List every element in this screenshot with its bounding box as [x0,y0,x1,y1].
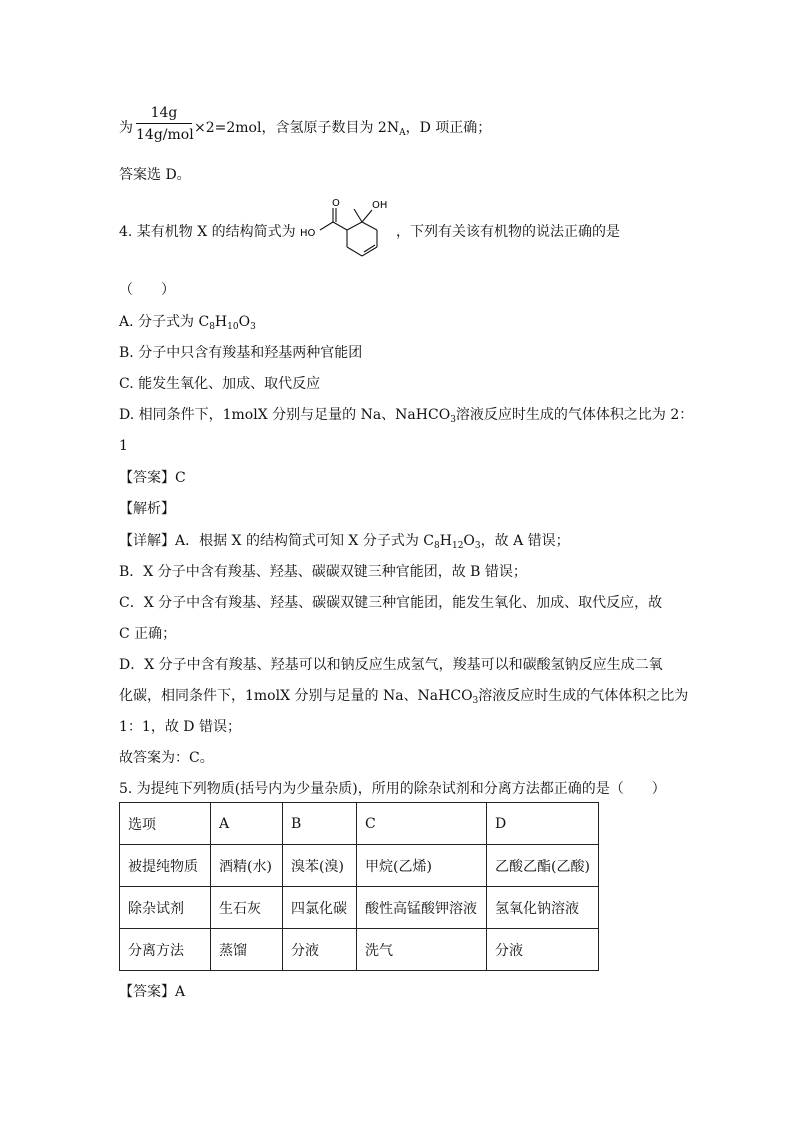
q4-option-b: B. 分子中只含有羧基和羟基两种官能团 [119,345,363,361]
table-cell: A [211,803,283,845]
atom-o: O [332,198,340,209]
carboxyl-oh-bond [320,222,333,230]
fraction [136,104,192,144]
table-cell: 洗气 [357,929,487,971]
table-cell: 酒精(水) [211,845,283,887]
table-cell: 分液 [283,929,357,971]
table-cell: 溴苯(溴) [283,845,357,887]
table-cell: 氢氧化钠溶液 [487,887,599,929]
table-cell: 分液 [487,929,599,971]
q4-option-c: C. 能发生氧化、加成、取代反应 [119,376,321,392]
table-cell: 四氯化碳 [283,887,357,929]
hydroxyl-bond [362,210,372,222]
table-cell: 生石灰 [211,887,283,929]
table-row [120,803,599,845]
carboxyl-bond [333,222,347,230]
table-cell: 乙酸乙酯(乙酸) [487,845,599,887]
atom-ho: HO [300,228,316,239]
table-cell: 除杂试剂 [120,887,211,929]
atom-oh: OH [372,200,388,211]
q4-final: 故答案为：C。 [119,750,214,766]
table-cell: 甲烷(乙烯) [357,845,487,887]
table-cell: B [283,803,357,845]
table-cell: 分离方法 [120,929,211,971]
q4-detail-c2: C 正确； [119,626,177,642]
ring-bond [362,222,377,230]
ring-bond [347,222,362,230]
q4-detail-d1: D．X 分子中含有羧基、羟基可以和钠反应生成氢气，羧基可以和碳酸氢钠反应生成二氧 [119,657,663,673]
q4-option-a: A. 分子式为 $C_8H_{10}O_3$ [119,314,256,332]
ring-bond [347,247,362,256]
q5-table [119,802,599,971]
q4-option-d-cont: 1 [119,438,128,454]
table-cell: 被提纯物质 [120,845,211,887]
q4-option-d: D. 相同条件下，1molX 分别与足量的 Na、NaHCO$_3$溶液反应时生成的气体体积之比为 2： [119,407,694,425]
q4-answer: 【答案】C [119,470,186,486]
q4-analysis-heading: 【解析】 [119,501,175,517]
fraction-numerator: 14g [150,105,178,121]
table-row [120,845,599,887]
table-row [120,929,599,971]
q4-detail-d3: 1：1，故 D 错误； [119,719,241,735]
structure-formula [296,196,406,264]
calc-line-prefix: 为 [119,120,133,136]
table-cell: D [487,803,599,845]
table-cell: 蒸馏 [211,929,283,971]
calc-line-suffix: ×2=2mol，含氢原子数目为 $2N_A$，D 项正确； [194,120,492,138]
q4-stem-b: ，下列有关该有机物的说法正确的是 [396,224,620,240]
methyl-bond [354,209,362,222]
table-row [120,887,599,929]
q4-detail-d2: 化碳，相同条件下，1molX 分别与足量的 Na、NaHCO$_3$溶液反应时生成的气体体积之比为 [119,688,689,706]
q4-detail-a: 【详解】A．根据 X 的结构简式可知 X 分子式为 $C_8H_{12}O_3$，故 A 错误； [119,533,570,551]
q4-detail-b: B．X 分子中含有羧基、羟基、碳碳双键三种官能团，故 B 错误； [119,564,527,580]
q5-answer: 【答案】A [119,984,186,1000]
fraction-denominator: 14g/mol [136,127,194,143]
q4-paren: （ ） [119,282,175,298]
fraction-bar [136,123,192,124]
q4-stem-a: 4. 某有机物 X 的结构简式为 [119,224,296,240]
table-cell: 酸性高锰酸钾溶液 [357,887,487,929]
q4-detail-c1: C．X 分子中含有羧基、羟基、碳碳双键三种官能团，能发生氧化、加成、取代反应，故 [119,595,663,611]
table-cell: C [357,803,487,845]
answer-line-d: 答案选 D。 [119,167,191,183]
q5-stem: 5. 为提纯下列物质(括号内为少量杂质)，所用的除杂试剂和分离方法都正确的是（ ） [119,781,666,797]
table-cell: 选项 [120,803,211,845]
